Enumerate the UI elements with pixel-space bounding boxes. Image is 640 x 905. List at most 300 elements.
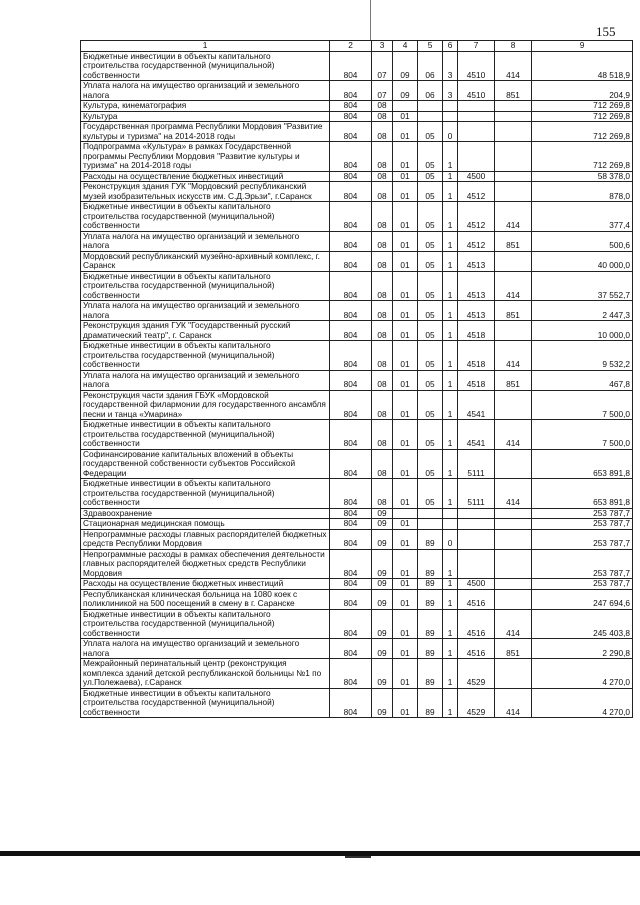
row-code: 01 [393, 111, 418, 122]
row-amount: 58 378,0 [532, 171, 633, 182]
row-code: 05 [418, 182, 443, 202]
row-code: 01 [393, 370, 418, 390]
row-code: 804 [330, 111, 372, 122]
row-code: 804 [330, 202, 372, 232]
row-description: Подпрограмма «Культура» в рамках Государственной программы Республики Мордовия "Развитие культуры и туризма" на 2014-2018 годы [81, 142, 330, 172]
row-description: Бюджетные инвестиции в объекты капитального строительства государственной (муниципальной) собственности [81, 688, 330, 718]
row-amount: 204,9 [532, 81, 633, 101]
column-header: 4 [393, 41, 418, 52]
row-code: 804 [330, 142, 372, 172]
row-code: 01 [393, 529, 418, 549]
row-code: 851 [495, 231, 532, 251]
row-code: 01 [393, 549, 418, 579]
row-amount: 10 000,0 [532, 321, 633, 341]
row-code: 804 [330, 589, 372, 609]
row-code: 1 [443, 639, 458, 659]
row-amount: 48 518,9 [532, 51, 633, 81]
row-code: 01 [393, 321, 418, 341]
table-row [81, 341, 633, 371]
row-code: 4518 [458, 321, 495, 341]
row-code: 804 [330, 420, 372, 450]
row-code: 01 [393, 341, 418, 371]
row-code: 09 [372, 659, 393, 689]
row-description: Непрограммные расходы в рамках обеспечения деятельности главных распорядителей бюджетных средств Республики Мордовия [81, 549, 330, 579]
row-code [495, 171, 532, 182]
row-code: 09 [372, 688, 393, 718]
row-code: 89 [418, 549, 443, 579]
scan-artifact-mark [345, 856, 371, 858]
row-code: 09 [372, 589, 393, 609]
table-row [81, 479, 633, 509]
row-description: Государственная программа Республики Мордовия "Развитие культуры и туризма" на 2014-2018 годы [81, 122, 330, 142]
row-code: 414 [495, 202, 532, 232]
table-row [81, 370, 633, 390]
page-number: 155 [596, 24, 616, 39]
row-code: 4500 [458, 579, 495, 590]
row-code: 804 [330, 639, 372, 659]
row-code: 01 [393, 171, 418, 182]
row-code: 09 [372, 519, 393, 530]
row-code [418, 519, 443, 530]
row-code: 09 [393, 51, 418, 81]
row-code: 1 [443, 549, 458, 579]
row-code: 0 [443, 122, 458, 142]
row-code: 414 [495, 479, 532, 509]
row-code: 1 [443, 589, 458, 609]
row-amount: 467,8 [532, 370, 633, 390]
row-code: 804 [330, 449, 372, 479]
row-code: 4510 [458, 51, 495, 81]
budget-table [80, 40, 633, 718]
row-code [418, 508, 443, 519]
row-description: Уплата налога на имущество организаций и земельного налога [81, 639, 330, 659]
table-row [81, 182, 633, 202]
row-code: 4510 [458, 81, 495, 101]
column-header: 8 [495, 41, 532, 52]
table-header-row [81, 41, 633, 52]
row-code: 4516 [458, 639, 495, 659]
row-code: 5111 [458, 449, 495, 479]
row-code [495, 101, 532, 112]
row-amount: 245 403,8 [532, 609, 633, 639]
row-code: 89 [418, 659, 443, 689]
row-code: 08 [372, 182, 393, 202]
column-header: 1 [81, 41, 330, 52]
row-description: Бюджетные инвестиции в объекты капитального строительства государственной (муниципальной) собственности [81, 341, 330, 371]
row-code: 4512 [458, 182, 495, 202]
row-code [495, 659, 532, 689]
row-code: 01 [393, 609, 418, 639]
row-code: 08 [372, 142, 393, 172]
row-code: 804 [330, 251, 372, 271]
row-code [458, 508, 495, 519]
row-code: 4500 [458, 171, 495, 182]
row-code: 08 [372, 420, 393, 450]
row-description: Бюджетные инвестиции в объекты капитального строительства государственной (муниципальной) собственности [81, 271, 330, 301]
row-code: 89 [418, 579, 443, 590]
row-code: 804 [330, 271, 372, 301]
table-row [81, 271, 633, 301]
row-code: 5111 [458, 479, 495, 509]
row-code: 3 [443, 81, 458, 101]
row-code: 804 [330, 81, 372, 101]
row-code: 414 [495, 271, 532, 301]
row-code: 09 [372, 508, 393, 519]
row-code: 804 [330, 549, 372, 579]
row-code [495, 449, 532, 479]
row-description: Бюджетные инвестиции в объекты капитального строительства государственной (муниципальной) собственности [81, 202, 330, 232]
row-description: Уплата налога на имущество организаций и земельного налога [81, 370, 330, 390]
row-code: 1 [443, 479, 458, 509]
row-amount: 712 269,8 [532, 101, 633, 112]
row-code: 05 [418, 479, 443, 509]
row-code: 804 [330, 231, 372, 251]
row-code: 05 [418, 420, 443, 450]
row-code: 804 [330, 479, 372, 509]
row-code: 4513 [458, 301, 495, 321]
row-code: 804 [330, 529, 372, 549]
row-code: 01 [393, 589, 418, 609]
row-description: Межрайонный перинатальный центр (реконструкция комплекса зданий детской республиканской больницы №1 по ул.Полежаева), г.Саранск [81, 659, 330, 689]
row-code: 804 [330, 182, 372, 202]
row-code: 851 [495, 301, 532, 321]
row-code: 851 [495, 639, 532, 659]
row-code: 1 [443, 321, 458, 341]
row-code: 01 [393, 182, 418, 202]
row-code: 01 [393, 420, 418, 450]
column-header: 7 [458, 41, 495, 52]
row-code: 08 [372, 231, 393, 251]
row-code: 1 [443, 251, 458, 271]
row-code: 08 [372, 251, 393, 271]
row-code: 06 [418, 51, 443, 81]
table-body [81, 51, 633, 718]
row-code: 804 [330, 101, 372, 112]
row-code [393, 508, 418, 519]
row-description: Здравоохранение [81, 508, 330, 519]
table-row [81, 609, 633, 639]
row-description: Бюджетные инвестиции в объекты капитального строительства государственной (муниципальной) собственности [81, 51, 330, 81]
row-code: 08 [372, 202, 393, 232]
table-row [81, 101, 633, 112]
row-description: Софинансирование капитальных вложений в объекты государственной собственности субъектов Российской Федерации [81, 449, 330, 479]
row-code [393, 101, 418, 112]
table-row [81, 449, 633, 479]
row-amount: 40 000,0 [532, 251, 633, 271]
row-code [443, 508, 458, 519]
row-code: 09 [372, 609, 393, 639]
row-code: 1 [443, 688, 458, 718]
row-code: 4513 [458, 271, 495, 301]
row-code: 05 [418, 449, 443, 479]
row-code: 1 [443, 301, 458, 321]
row-code: 804 [330, 341, 372, 371]
row-description: Бюджетные инвестиции в объекты капитального строительства государственной (муниципальной) собственности [81, 420, 330, 450]
row-code: 804 [330, 301, 372, 321]
row-code: 414 [495, 688, 532, 718]
row-code [443, 101, 458, 112]
row-code: 1 [443, 182, 458, 202]
row-code: 09 [372, 639, 393, 659]
table-row [81, 231, 633, 251]
row-code: 851 [495, 81, 532, 101]
row-code: 804 [330, 688, 372, 718]
row-code: 4512 [458, 202, 495, 232]
row-code: 3 [443, 51, 458, 81]
table-row [81, 111, 633, 122]
row-code: 804 [330, 508, 372, 519]
table-row [81, 142, 633, 172]
row-code [458, 529, 495, 549]
table-row [81, 51, 633, 81]
row-code: 1 [443, 390, 458, 420]
row-description: Реконструкция части здания ГБУК «Мордовской государственной филармонии для государственного ансамбля песни и танца «Умарина» [81, 390, 330, 420]
row-amount: 712 269,8 [532, 111, 633, 122]
row-code: 01 [393, 202, 418, 232]
row-code: 804 [330, 122, 372, 142]
row-code: 08 [372, 101, 393, 112]
row-code [458, 142, 495, 172]
row-code: 804 [330, 519, 372, 530]
row-code: 01 [393, 231, 418, 251]
table-row [81, 639, 633, 659]
row-code [495, 589, 532, 609]
table-row [81, 390, 633, 420]
row-code: 1 [443, 609, 458, 639]
row-code: 01 [393, 688, 418, 718]
row-amount: 253 787,7 [532, 549, 633, 579]
row-code: 4529 [458, 688, 495, 718]
row-amount: 253 787,7 [532, 508, 633, 519]
row-description: Культура [81, 111, 330, 122]
row-code: 4541 [458, 390, 495, 420]
row-code: 01 [393, 251, 418, 271]
table-row [81, 321, 633, 341]
row-description: Расходы на осуществление бюджетных инвестиций [81, 171, 330, 182]
row-code [495, 111, 532, 122]
row-code [495, 519, 532, 530]
row-code [418, 111, 443, 122]
row-code: 09 [393, 81, 418, 101]
row-code: 08 [372, 111, 393, 122]
table-row [81, 589, 633, 609]
row-amount: 253 787,7 [532, 519, 633, 530]
row-code: 1 [443, 341, 458, 371]
table-row [81, 202, 633, 232]
row-code: 01 [393, 519, 418, 530]
table-row [81, 508, 633, 519]
row-code: 4541 [458, 420, 495, 450]
row-code: 05 [418, 390, 443, 420]
row-code: 1 [443, 370, 458, 390]
row-code: 1 [443, 202, 458, 232]
row-code [458, 549, 495, 579]
row-description: Уплата налога на имущество организаций и земельного налога [81, 231, 330, 251]
row-code: 08 [372, 271, 393, 301]
row-code: 1 [443, 142, 458, 172]
row-code: 4518 [458, 341, 495, 371]
row-description: Культура, кинематография [81, 101, 330, 112]
row-code: 804 [330, 659, 372, 689]
row-code: 05 [418, 202, 443, 232]
column-header: 6 [443, 41, 458, 52]
row-code [458, 101, 495, 112]
row-code: 08 [372, 301, 393, 321]
row-amount: 2 290,8 [532, 639, 633, 659]
row-code: 851 [495, 370, 532, 390]
table-row [81, 659, 633, 689]
row-description: Уплата налога на имущество организаций и земельного налога [81, 301, 330, 321]
row-code: 05 [418, 231, 443, 251]
row-code: 0 [443, 529, 458, 549]
row-code: 89 [418, 529, 443, 549]
row-code [495, 579, 532, 590]
row-code: 05 [418, 370, 443, 390]
table-row [81, 301, 633, 321]
row-code: 4529 [458, 659, 495, 689]
row-code: 08 [372, 449, 393, 479]
row-code: 1 [443, 420, 458, 450]
row-description: Бюджетные инвестиции в объекты капитального строительства государственной (муниципальной) собственности [81, 479, 330, 509]
row-code: 414 [495, 609, 532, 639]
table-row [81, 688, 633, 718]
row-code: 4516 [458, 609, 495, 639]
row-description: Непрограммные расходы главных распорядителей бюджетных средств Республики Мордовия [81, 529, 330, 549]
row-code: 89 [418, 609, 443, 639]
scan-artifact-line [370, 0, 371, 40]
row-code: 08 [372, 479, 393, 509]
row-code: 05 [418, 271, 443, 301]
table-row [81, 420, 633, 450]
row-code: 05 [418, 171, 443, 182]
row-code: 89 [418, 639, 443, 659]
row-code: 1 [443, 171, 458, 182]
row-amount: 7 500,0 [532, 420, 633, 450]
row-code: 804 [330, 171, 372, 182]
row-code: 07 [372, 81, 393, 101]
row-amount: 653 891,8 [532, 479, 633, 509]
row-code: 08 [372, 321, 393, 341]
row-code [495, 142, 532, 172]
row-amount: 377,4 [532, 202, 633, 232]
row-code [443, 111, 458, 122]
row-code [495, 549, 532, 579]
row-code: 05 [418, 142, 443, 172]
row-code: 08 [372, 390, 393, 420]
row-description: Уплата налога на имущество организаций и земельного налога [81, 81, 330, 101]
row-code: 01 [393, 479, 418, 509]
row-code [443, 519, 458, 530]
row-code: 05 [418, 251, 443, 271]
row-code: 08 [372, 370, 393, 390]
table-row [81, 122, 633, 142]
row-description: Реконструкция здания ГУК "Мордовский республиканский музей изобразительных искусств им. С.Д.Эрьзи", г.Саранск [81, 182, 330, 202]
row-amount: 37 552,7 [532, 271, 633, 301]
row-amount: 653 891,8 [532, 449, 633, 479]
row-code [418, 101, 443, 112]
row-code [495, 529, 532, 549]
row-code: 01 [393, 122, 418, 142]
row-code: 804 [330, 321, 372, 341]
row-code: 07 [372, 51, 393, 81]
row-description: Расходы на осуществление бюджетных инвестиций [81, 579, 330, 590]
column-header: 5 [418, 41, 443, 52]
row-amount: 4 270,0 [532, 688, 633, 718]
scan-edge-bar [0, 851, 640, 856]
row-code [495, 508, 532, 519]
row-code: 01 [393, 390, 418, 420]
row-code: 09 [372, 579, 393, 590]
row-code: 08 [372, 122, 393, 142]
row-code [495, 182, 532, 202]
row-description: Бюджетные инвестиции в объекты капитального строительства государственной (муниципальной) собственности [81, 609, 330, 639]
row-amount: 712 269,8 [532, 142, 633, 172]
row-code [495, 321, 532, 341]
column-header: 9 [532, 41, 633, 52]
row-code: 4516 [458, 589, 495, 609]
row-code: 4513 [458, 251, 495, 271]
row-code: 06 [418, 81, 443, 101]
row-code: 05 [418, 122, 443, 142]
row-code: 09 [372, 549, 393, 579]
row-code [458, 111, 495, 122]
table-row [81, 579, 633, 590]
row-code [458, 519, 495, 530]
row-code: 414 [495, 420, 532, 450]
row-code: 01 [393, 579, 418, 590]
row-code: 08 [372, 341, 393, 371]
row-code: 01 [393, 449, 418, 479]
table-row [81, 81, 633, 101]
row-code: 1 [443, 231, 458, 251]
row-description: Реконструкция здания ГУК "Государственный русский драматический театр", г. Саранск [81, 321, 330, 341]
row-code: 804 [330, 390, 372, 420]
row-amount: 7 500,0 [532, 390, 633, 420]
row-amount: 247 694,6 [532, 589, 633, 609]
row-code: 09 [372, 529, 393, 549]
row-amount: 878,0 [532, 182, 633, 202]
row-code: 4518 [458, 370, 495, 390]
row-code: 05 [418, 301, 443, 321]
row-code: 05 [418, 321, 443, 341]
row-code: 01 [393, 639, 418, 659]
row-amount: 500,6 [532, 231, 633, 251]
row-code: 1 [443, 659, 458, 689]
row-code [495, 122, 532, 142]
row-code: 01 [393, 271, 418, 301]
column-header: 2 [330, 41, 372, 52]
row-code: 01 [393, 142, 418, 172]
row-code: 804 [330, 370, 372, 390]
row-code: 804 [330, 579, 372, 590]
row-code: 89 [418, 589, 443, 609]
row-description: Мордовский республиканский музейно-архивный комплекс, г. Саранск [81, 251, 330, 271]
row-code [495, 390, 532, 420]
row-code [458, 122, 495, 142]
row-code: 1 [443, 271, 458, 301]
row-code: 08 [372, 171, 393, 182]
row-code: 804 [330, 609, 372, 639]
table-row [81, 549, 633, 579]
row-code: 1 [443, 579, 458, 590]
row-code: 89 [418, 688, 443, 718]
row-amount: 9 532,2 [532, 341, 633, 371]
table-row [81, 519, 633, 530]
row-amount: 712 269,8 [532, 122, 633, 142]
table-row [81, 529, 633, 549]
row-code: 01 [393, 659, 418, 689]
row-amount: 253 787,7 [532, 579, 633, 590]
